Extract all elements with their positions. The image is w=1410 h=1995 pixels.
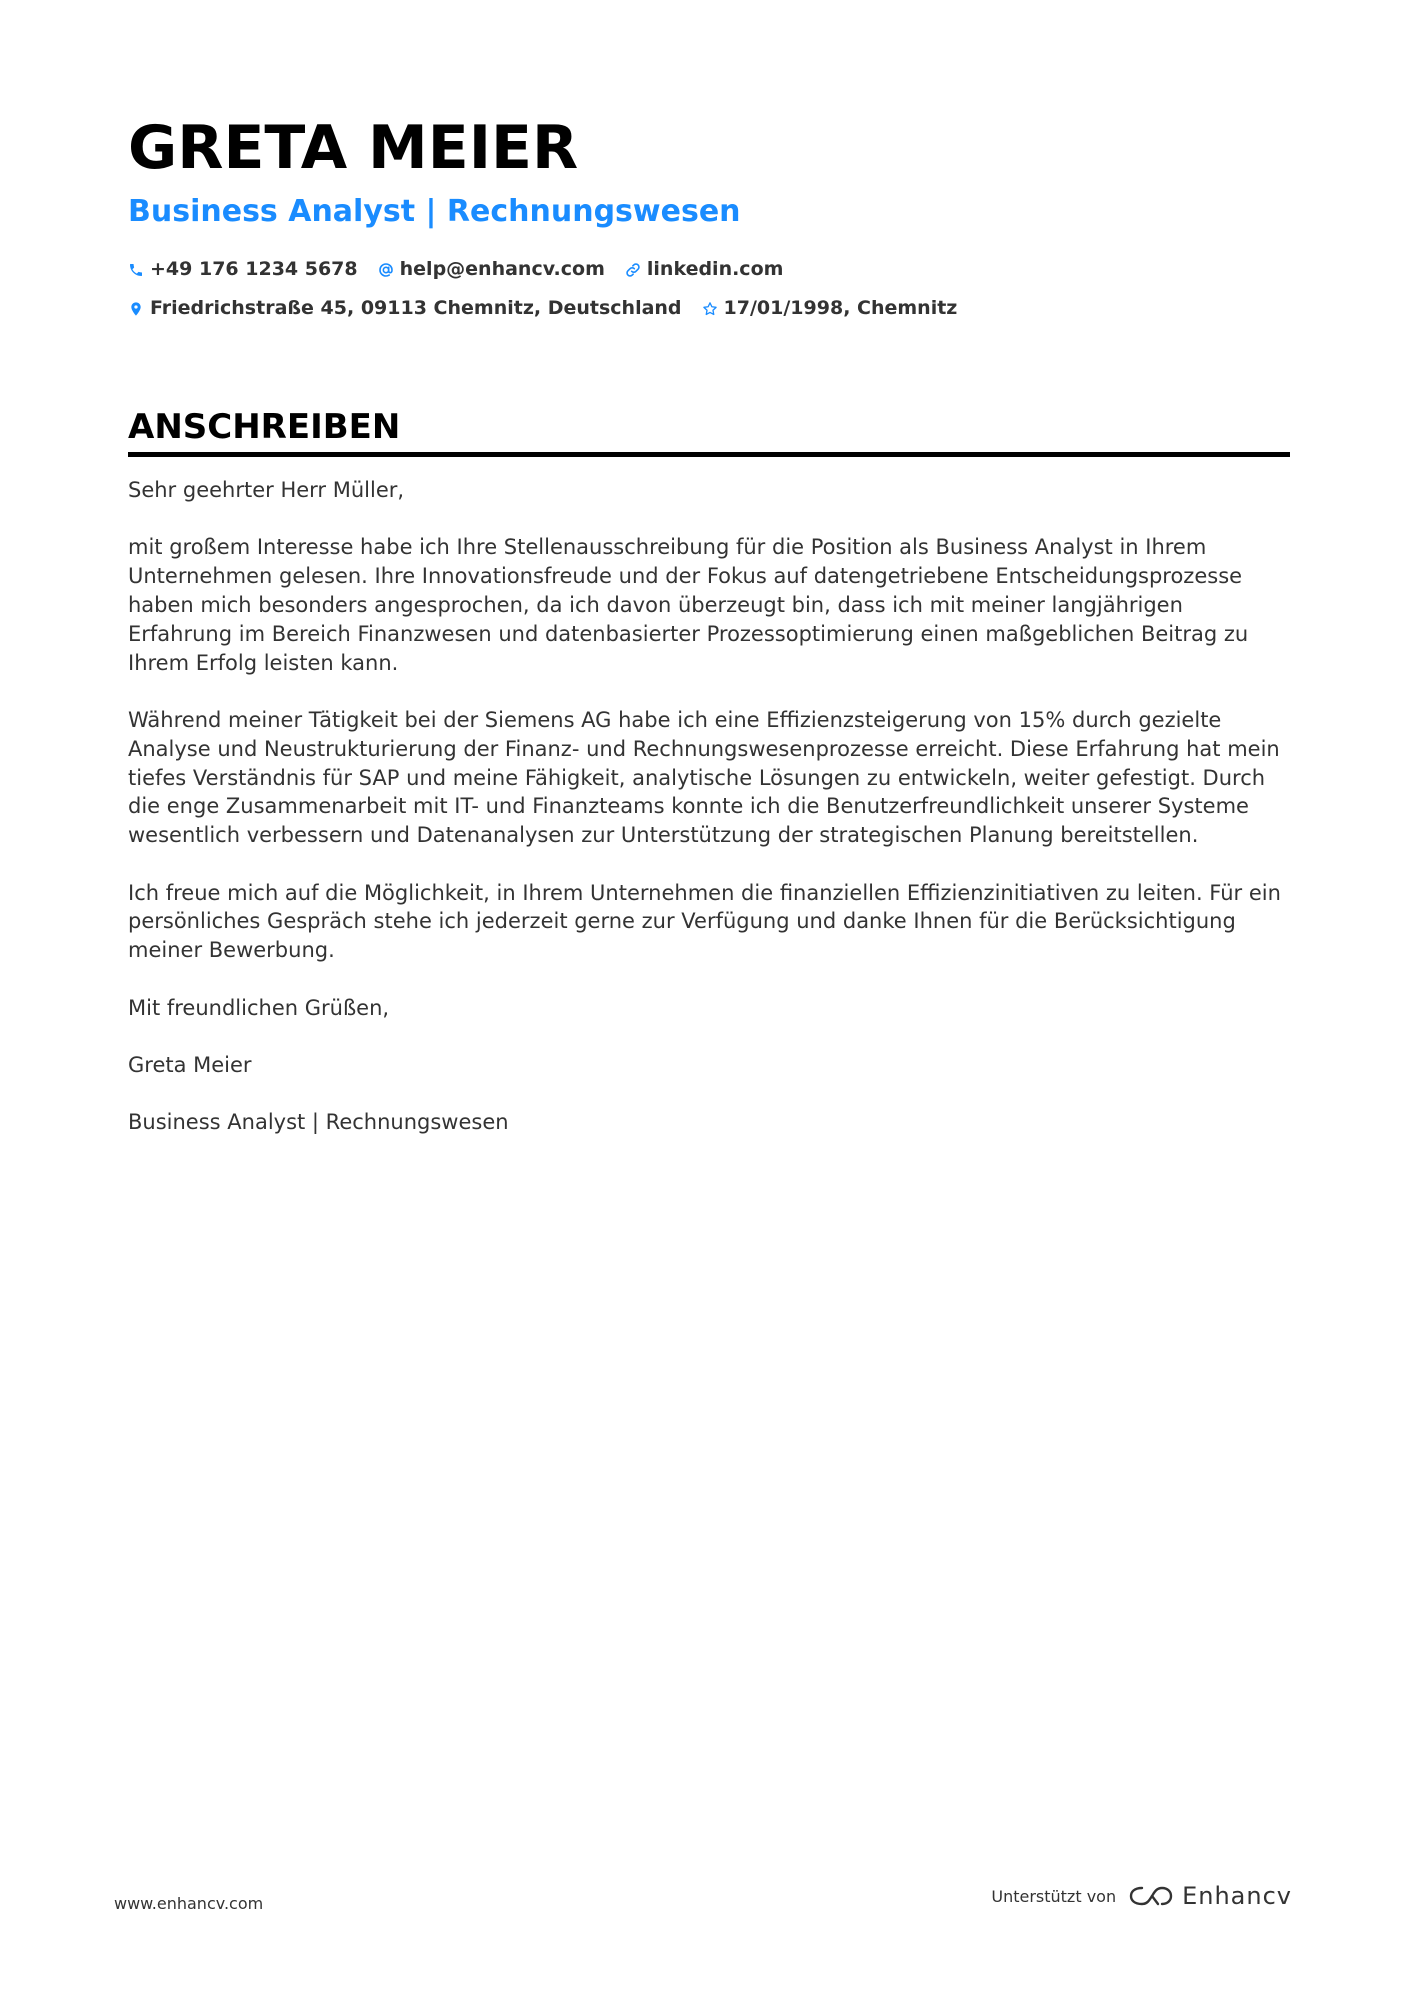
section-heading: ANSCHREIBEN: [128, 404, 1290, 457]
candidate-title: Business Analyst | Rechnungswesen: [128, 194, 741, 229]
enhancv-logo-icon: [1128, 1883, 1174, 1909]
signature-title: Business Analyst | Rechnungswesen: [128, 1110, 509, 1135]
location-pin-icon: [128, 301, 144, 317]
letter-paragraph: Ich freue mich auf die Möglichkeit, in Ihrem Unternehmen die finanziellen Effizienzinitiativen zu leiten. Für ein persönliches Gespräch stehe ich jederzeit gerne zur Verfügung und danke Ihnen für die Berücksichtigung meiner Bewerbung.: [128, 880, 1281, 963]
footer-branding: [991, 1882, 1292, 1910]
contact-phone-text: +49 176 1234 5678: [150, 258, 358, 280]
contact-list: [128, 254, 1288, 324]
contact-address: [128, 293, 682, 324]
footer-website[interactable]: www.enhancv.com: [114, 1894, 264, 1913]
letter-paragraph: Während meiner Tätigkeit bei der Siemens AG habe ich eine Effizienzsteigerung von 15% durch gezielte Analyse und Neustrukturierung der Finanz- und Rechnungswesenprozesse erreicht. Diese Erfahrung hat mein tiefes Verständnis für SAP und meine Fähigkeit, analytische Lösungen zu entwickeln, weiter gefestigt. Durch die enge Zusammenarbeit mit IT- und Finanzteams konnte ich die Benutzerfreundlichkeit unserer Systeme wesentlich verbessern und Datenanalysen zur Unterstützung der strategischen Planung bereitstellen.: [128, 707, 1280, 848]
contact-linkedin[interactable]: [625, 254, 784, 285]
contact-birth: [702, 293, 958, 324]
letter-body: [128, 476, 1290, 1166]
brand-logo[interactable]: [1128, 1882, 1292, 1910]
powered-by-label: Unterstützt von: [991, 1886, 1117, 1906]
closing: Mit freundlichen Grüßen,: [128, 995, 390, 1020]
phone-icon: [128, 262, 144, 278]
salutation: Sehr geehrter Herr Müller,: [128, 478, 405, 502]
contact-birth-text: 17/01/1998, Chemnitz: [723, 297, 958, 319]
at-icon: [378, 262, 394, 278]
link-icon: [625, 262, 641, 278]
contact-email[interactable]: [378, 254, 605, 285]
signature-name: Greta Meier: [128, 1052, 252, 1077]
resume-header: [128, 112, 1288, 324]
contact-linkedin-text[interactable]: linkedin.com: [646, 258, 784, 280]
star-icon: [702, 301, 718, 317]
candidate-name: GRETA MEIER: [128, 113, 579, 183]
letter-paragraph: mit großem Interesse habe ich Ihre Stellenausschreibung für die Position als Business Analyst in Ihrem Unternehmen gelesen. Ihre Innovationsfreude und der Fokus auf datengetriebene Entscheidungsprozesse haben mich besonders angesprochen, da ich davon überzeugt bin, dass ich mit meiner langjährigen Erfahrung im Bereich Finanzwesen und datenbasierter Prozessoptimierung einen maßgeblichen Beitrag zu Ihrem Erfolg leisten kann.: [128, 535, 1249, 675]
contact-email-text[interactable]: help@enhancv.com: [399, 258, 605, 280]
contact-phone: [128, 254, 358, 285]
brand-name: Enhancv: [1182, 1882, 1292, 1910]
contact-address-text: Friedrichstraße 45, 09113 Chemnitz, Deutschland: [150, 297, 682, 319]
